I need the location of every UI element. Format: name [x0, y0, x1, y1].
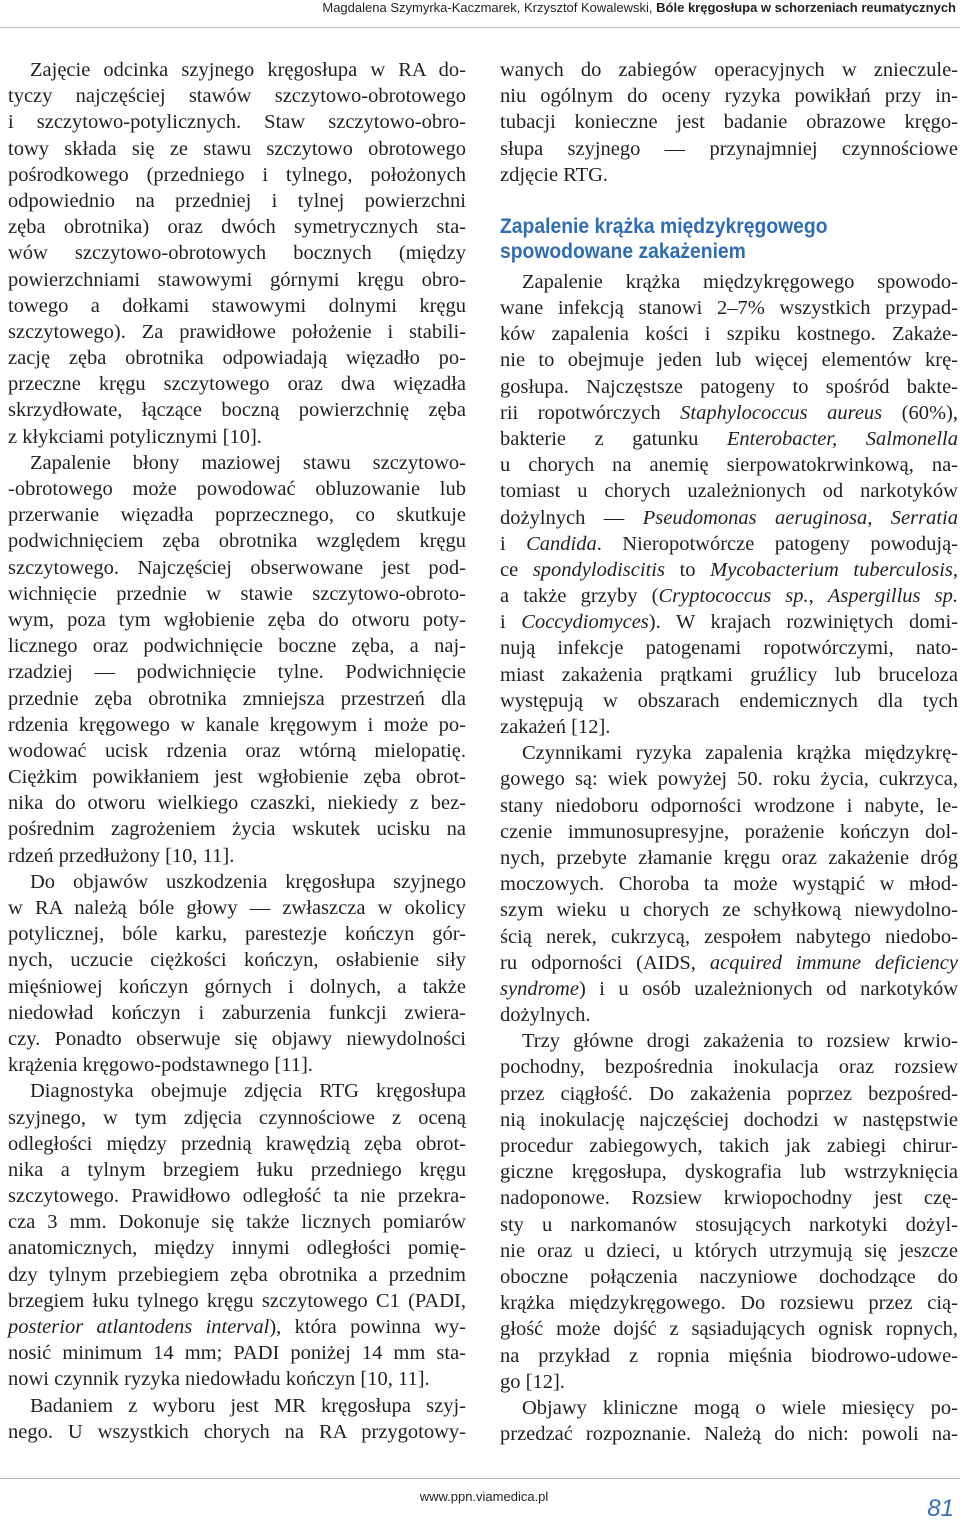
- text-span: odległości między przednią krawędzią zęba obrot-: [8, 1132, 466, 1155]
- text-span: wym, poza tym wgłobienie zęba do otworu poty-: [8, 608, 466, 631]
- text-line: [8, 83, 466, 109]
- text-line: [8, 1393, 466, 1419]
- text-span: czy. Ponadto obserwuje się objawy niewydolności: [8, 1027, 466, 1050]
- text-span: brzegiem łuku tylnego kręgu szczytowego C1 (PADI,: [8, 1289, 466, 1312]
- text-line: [500, 1185, 958, 1211]
- text-span: zdjęcie RTG.: [500, 163, 609, 186]
- text-line: [8, 109, 466, 135]
- text-line: [8, 57, 466, 83]
- text-line: [500, 635, 958, 661]
- text-line: [8, 450, 466, 476]
- text-span: i: [500, 611, 522, 634]
- right-paragraphs: [500, 269, 958, 1447]
- text-line: [500, 269, 958, 295]
- text-span: nadoponowe. Rozsiew krwiopochodny jest czę-: [500, 1187, 958, 1210]
- section-heading: [500, 214, 958, 264]
- paragraph: [8, 1078, 466, 1392]
- page-number: 81: [927, 1495, 954, 1522]
- text-line: [8, 686, 466, 712]
- text-line: [8, 1340, 466, 1366]
- text-line: [8, 1235, 466, 1261]
- text-line: [500, 871, 958, 897]
- text-span: tomiast u chorych uzależnionych od narkotyków: [500, 480, 958, 503]
- text-line: [8, 528, 466, 554]
- text-line: [8, 1052, 466, 1078]
- text-span: mięśniowej kończyn górnych i dolnych, a także: [8, 975, 466, 998]
- text-line: [500, 400, 958, 426]
- text-line: [500, 793, 958, 819]
- text-span: moczowych. Choroba ta może wystąpić w młod-: [500, 873, 958, 896]
- text-span: nika do otworu wielkiego czaszki, niekiedy z bez-: [8, 792, 466, 815]
- text-line: [8, 947, 466, 973]
- footer-divider: [0, 1478, 960, 1479]
- text-span: nych, uczucie ciężkości kończyn, osłabienie siły: [8, 949, 466, 972]
- text-span: nie oraz u dzieci, u których utrzymują się jeszcze: [500, 1239, 958, 1262]
- text-line: [8, 293, 466, 319]
- text-span: . Nieropotwórcze patogeny powodują-: [596, 532, 958, 555]
- paragraph: [500, 269, 958, 740]
- text-line: [8, 1000, 466, 1026]
- text-span: giczne kręgosłupa, dyskografia lub wstrzyknięcia: [500, 1161, 958, 1184]
- text-span: go [12].: [500, 1370, 565, 1393]
- text-line: [8, 555, 466, 581]
- text-span: przednie zęba obrotnika zmniejsza przestrzeń dla: [8, 687, 466, 710]
- italic-term: spondylodiscitis: [532, 558, 665, 581]
- text-line: [8, 424, 466, 450]
- text-span: dożylnych —: [500, 506, 643, 529]
- text-line: [8, 581, 466, 607]
- text-span: potylicznej, bóle karku, parestezje kończyn gór-: [8, 923, 466, 946]
- text-line: [500, 714, 958, 740]
- text-span: niu ogólnym do oceny ryzyka powikłań przy in-: [500, 85, 958, 108]
- text-line: [500, 583, 958, 609]
- text-span: rii ropotwórczych: [500, 401, 681, 424]
- text-line: [500, 136, 958, 162]
- text-line: [8, 738, 466, 764]
- text-span: przedzać rozpoznanie. Należą do nich: powoli na-: [500, 1423, 958, 1446]
- text-line: [500, 1002, 958, 1028]
- text-span: ) i u osób uzależnionych od narkotyków: [578, 977, 958, 1000]
- text-span: nosić minimum 14 mm; PADI poniżej 14 mm sta-: [8, 1342, 466, 1365]
- text-line: [8, 267, 466, 293]
- text-span: podwichnięciem zęba obrotnika względem kręgu: [8, 530, 466, 553]
- text-line: [8, 869, 466, 895]
- italic-term: Coccydiomyces: [521, 611, 649, 634]
- text-span: nych, przebyte złamanie kręgu oraz zakażenie dróg: [500, 846, 958, 869]
- text-line: [500, 1316, 958, 1342]
- text-span: sty u narkomanów stosujących narkotyki dożyl-: [500, 1213, 958, 1236]
- text-span: nują infekcje patogenami ropotwórczymi, nato-: [500, 637, 958, 660]
- text-span: dożylnych.: [500, 1004, 591, 1027]
- italic-term: Pseudomonas aeruginosa, Serratia: [642, 506, 958, 529]
- italic-term: Enterobacter, Salmonella: [726, 427, 958, 450]
- text-line: [500, 505, 958, 531]
- text-line: [500, 1343, 958, 1369]
- text-span: ru odporności (AIDS,: [500, 951, 710, 974]
- text-span: u chorych na anemię sierpowatokrwinkową, na-: [500, 454, 958, 477]
- text-span: Do objawów uszkodzenia kręgosłupa szyjnego: [30, 870, 466, 893]
- text-line: [500, 478, 958, 504]
- text-line: [8, 1314, 466, 1340]
- text-span: szyjnego, w tym zdjęcia czynnościowe z oceną: [8, 1106, 466, 1129]
- right-column: [500, 57, 958, 1447]
- text-line: [8, 1183, 466, 1209]
- text-line: [8, 214, 466, 240]
- text-line: [8, 764, 466, 790]
- text-line: [8, 1105, 466, 1131]
- text-line: [8, 712, 466, 738]
- text-span: towy składa się ze stawu szczytowo obrotowego: [8, 137, 466, 160]
- text-line: [500, 83, 958, 109]
- text-line: [500, 1421, 958, 1447]
- text-span: Diagnostyka obejmuje zdjęcia RTG kręgosłupa: [30, 1080, 466, 1103]
- text-span: i: [500, 532, 527, 555]
- text-line: [8, 240, 466, 266]
- paragraph: [500, 740, 958, 1028]
- journal-url: www.ppn.viamedica.pl: [419, 1489, 549, 1504]
- text-line: [500, 897, 958, 923]
- text-line: [500, 557, 958, 583]
- text-line: [8, 1026, 466, 1052]
- text-line: [500, 1028, 958, 1054]
- text-span: przez ciągłość. Do zakażenia poprzez bezpośred-: [500, 1082, 958, 1105]
- text-span: nika a tylnym brzegiem łuku przedniego kręgu: [8, 1158, 466, 1181]
- text-span: niedowład kończyn i zaburzenia funkcji zwiera-: [8, 1001, 466, 1024]
- text-span: gosłupa. Najczęstsze patogeny to spośród bakte-: [500, 375, 958, 398]
- paragraph: [8, 450, 466, 869]
- text-line: [500, 1212, 958, 1238]
- text-line: [500, 766, 958, 792]
- text-span: przeczne kręgu szczytowego oraz dwa więzadła: [8, 373, 466, 396]
- paragraph: [500, 1028, 958, 1395]
- text-line: [500, 295, 958, 321]
- text-span: szym wieku u chorych ze schyłkową niewydolno-: [500, 899, 958, 922]
- text-span: gowego są: wiek powyżej 50. roku życia, cukrzyca,: [500, 768, 958, 791]
- text-span: (60%),: [882, 401, 959, 424]
- text-line: [500, 1107, 958, 1133]
- text-line: [500, 1264, 958, 1290]
- text-span: cza 3 mm. Dokonuje się także licznych pomiarów: [8, 1211, 466, 1234]
- italic-term: Mycobacterium tuberculosis: [710, 558, 953, 581]
- text-span: zację zęba obrotnika odpowiadają więzadło po-: [8, 347, 466, 370]
- text-line: [8, 162, 466, 188]
- text-line: [8, 1078, 466, 1104]
- text-span: rzadziej — podwichnięcie tylne. Podwichnięcie: [8, 661, 466, 684]
- text-line: [8, 921, 466, 947]
- text-line: [8, 1209, 466, 1235]
- paragraph: [500, 1395, 958, 1447]
- text-span: dzy tylnym przebiegiem zęba obrotnika a przednim: [8, 1263, 466, 1286]
- text-span: ków zapalenia kości i szpiku kostnego. Zakaże-: [500, 323, 958, 346]
- text-span: towego a dołkami stawowymi dolnymi kręgu: [8, 294, 466, 317]
- text-line: [8, 1419, 466, 1445]
- text-span: anatomicznych, między innymi odległości pomię-: [8, 1237, 466, 1260]
- text-span: wane infekcją stanowi 2–7% wszystkich przypad-: [500, 297, 958, 320]
- text-span: Objawy kliniczne mogą o wiele miesięcy po-: [522, 1396, 958, 1419]
- text-span: pośrodkowego (przedniego i tylnego, położonych: [8, 163, 466, 186]
- header-article-title: Bóle kręgosłupa w schorzeniach reumatycznych: [656, 0, 956, 15]
- italic-term: posterior atlantodens interval: [8, 1316, 270, 1338]
- text-line: [500, 374, 958, 400]
- text-line: [8, 502, 466, 528]
- text-line: [500, 1081, 958, 1107]
- text-span: głość może dojść z sąsiadujących ognisk ropnych,: [500, 1318, 958, 1341]
- text-span: wodować ucisk rdzenia oraz wtórną mielopatię.: [8, 739, 466, 762]
- text-span: czenie immunosupresyjne, porażenie kończyn dol-: [500, 820, 958, 843]
- text-line: [8, 607, 466, 633]
- text-span: skrzydłowate, łączące boczną powierzchnię zęba: [8, 399, 466, 422]
- text-line: [500, 321, 958, 347]
- text-line: [8, 974, 466, 1000]
- header-divider: [0, 27, 960, 28]
- text-span: krążenia kręgowo-podstawnego [11].: [8, 1054, 313, 1077]
- text-line: [500, 1159, 958, 1185]
- text-line: [8, 1366, 466, 1392]
- italic-term: Candida: [526, 532, 597, 555]
- section-heading-line: Zapalenie krążka międzykręgowego: [500, 215, 828, 239]
- text-span: pochodny, bezpośrednia inokulacja oraz rozsiew: [500, 1056, 958, 1079]
- text-line: [500, 662, 958, 688]
- italic-term: Staphylococcus aureus: [680, 401, 883, 424]
- text-span: stany niedoboru odporności wrodzone i nabyte, le-: [500, 794, 958, 817]
- text-span: przerwanie więzadła poprzecznego, co skutkuje: [8, 504, 466, 527]
- text-span: krążka międzykręgowego. Do rozsiewu przez cią-: [500, 1292, 958, 1315]
- text-span: -obrotowego może powodować obluzowanie lub: [8, 478, 466, 500]
- left-column: [8, 57, 466, 1445]
- text-span: procedur zabiegowych, takich jak zabiegi chirur-: [500, 1135, 958, 1158]
- text-span: rdzeń przedłużony [10, 11].: [8, 844, 235, 867]
- text-line: [8, 476, 466, 502]
- text-span: wichnięcie przednie w stawie szczytowo-obroto-: [8, 582, 466, 605]
- text-span: nowi czynnik ryzyka niedowładu kończyn [10, 11].: [8, 1368, 430, 1391]
- text-line: [8, 397, 466, 423]
- text-span: wów szczytowo-obrotowych bocznych (między: [8, 242, 466, 265]
- italic-term: Aspergillus sp.: [827, 585, 959, 608]
- text-span: ,: [808, 585, 828, 608]
- text-line: [8, 345, 466, 371]
- text-line: [500, 950, 958, 976]
- text-span: i szczytowo-potylicznych. Staw szczytowo-obro-: [8, 111, 466, 134]
- text-line: [500, 740, 958, 766]
- continued-paragraph: [500, 57, 958, 188]
- text-span: nią inokulację najczęściej dochodzi w następstwie: [500, 1108, 958, 1131]
- text-line: [500, 1133, 958, 1159]
- text-span: tubacji konieczne jest badanie obrazowe kręgo-: [500, 111, 958, 134]
- text-line: [500, 57, 958, 83]
- text-span: szczytowego. Prawidłowo odległość ta nie przekra-: [8, 1185, 466, 1208]
- text-line: [500, 531, 958, 557]
- text-line: [8, 1131, 466, 1157]
- paragraph: [8, 869, 466, 1079]
- italic-term: Cryptococcus sp.: [658, 585, 809, 608]
- text-line: [8, 136, 466, 162]
- text-span: bakterie z gatunku: [500, 427, 727, 450]
- text-span: w RA należą bóle głowy — zwłaszcza w okolicy: [8, 897, 466, 919]
- text-line: [500, 1238, 958, 1264]
- text-span: ), która powinna wy-: [269, 1316, 466, 1338]
- text-line: [500, 1369, 958, 1395]
- text-span: Zapalenie błony maziowej stawu szczytowo-: [30, 451, 466, 474]
- text-span: nie to obejmuje jeden lub więcej elementów krę-: [500, 349, 958, 372]
- text-span: na przykład z ropnia mięśnia biodrowo-udowe-: [500, 1344, 958, 1367]
- text-span: ce: [500, 558, 533, 581]
- text-span: Trzy główne drogi zakażenia to rozsiew krwio-: [522, 1030, 958, 1053]
- text-span: tyczy najczęściej stawów szczytowo-obrotowego: [8, 85, 466, 108]
- italic-term: syndrome: [500, 977, 579, 1000]
- text-line: [8, 895, 466, 921]
- text-span: zakażeń [12].: [500, 716, 611, 739]
- text-line: [8, 319, 466, 345]
- text-span: z kłykciami potylicznymi [10].: [8, 425, 262, 448]
- text-span: wanych do zabiegów operacyjnych w znieczule-: [500, 59, 958, 81]
- paragraph: [8, 57, 466, 450]
- text-span: ścią nerek, cukrzycą, zespołem nabytego niedobo-: [500, 925, 958, 948]
- text-line: [500, 609, 958, 635]
- text-span: nego. U wszystkich chorych na RA przygotowy-: [8, 1420, 466, 1443]
- text-span: a także grzyby (: [500, 585, 659, 608]
- text-span: szczytowego. Najczęściej obserwowane jest pod-: [8, 556, 466, 579]
- text-line: [500, 162, 958, 188]
- paragraph: [8, 1393, 466, 1445]
- text-span: to: [664, 558, 711, 581]
- header-authors: Magdalena Szymyrka-Kaczmarek, Krzysztof Kowalewski,: [322, 0, 653, 15]
- text-span: zęba obrotnika) oraz dwóch symetrycznych sta-: [8, 216, 466, 239]
- text-span: miast zakażenia prątkami gruźlicy lub bruceloza: [500, 663, 958, 686]
- text-span: pośrednim zagrożeniem życia wskutek ucisku na: [8, 818, 466, 841]
- text-span: ). W krajach rozwiniętych domi-: [648, 611, 958, 634]
- section-heading-line: spowodowane zakażeniem: [500, 240, 746, 264]
- text-line: [8, 1262, 466, 1288]
- text-line: [500, 924, 958, 950]
- text-line: [500, 109, 958, 135]
- text-line: [500, 976, 958, 1002]
- text-span: licznego oraz podwichnięcie boczne zęba, a naj-: [8, 635, 466, 658]
- text-line: [500, 347, 958, 373]
- text-span: słupa szyjnego — przynajmniej czynnościowe: [500, 137, 958, 160]
- text-span: szczytowego). Za prawidłowe położenie i stabili-: [8, 320, 466, 343]
- text-span: Ciężkim powikłaniem jest wgłobienie zęba obrot-: [8, 766, 466, 789]
- italic-term: acquired immune deficiency: [709, 951, 958, 974]
- text-line: [8, 843, 466, 869]
- text-line: [8, 790, 466, 816]
- text-span: Badaniem z wyboru jest MR kręgosłupa szyj-: [30, 1394, 466, 1417]
- text-line: [8, 1288, 466, 1314]
- text-span: Czynnikami ryzyka zapalenia krążka międzykrę-: [522, 742, 958, 765]
- text-line: [500, 452, 958, 478]
- text-line: [8, 188, 466, 214]
- text-line: [8, 633, 466, 659]
- text-line: [8, 659, 466, 685]
- text-span: powierzchniami stawowymi górnymi kręgu obro-: [8, 268, 466, 291]
- text-line: [500, 426, 958, 452]
- text-span: oboczne połączenia naczyniowe dochodzące do: [500, 1265, 958, 1288]
- text-line: [8, 816, 466, 842]
- text-span: rdzenia kręgowego w kanale kręgowym i może po-: [8, 713, 466, 736]
- text-span: Zajęcie odcinka szyjnego kręgosłupa w RA do-: [30, 59, 466, 81]
- text-line: [500, 688, 958, 714]
- text-line: [500, 1054, 958, 1080]
- running-header: [322, 0, 956, 16]
- text-span: Zapalenie krążka międzykręgowego spowodo-: [522, 270, 958, 293]
- text-line: [500, 1290, 958, 1316]
- text-span: ,: [952, 558, 958, 581]
- text-line: [500, 845, 958, 871]
- text-line: [8, 1157, 466, 1183]
- text-line: [500, 1395, 958, 1421]
- text-span: odpowiednio na przedniej i tylnej powierzchni: [8, 189, 466, 212]
- text-span: występują w obszarach endemicznych dla tych: [500, 689, 958, 712]
- text-line: [8, 371, 466, 397]
- text-line: [500, 819, 958, 845]
